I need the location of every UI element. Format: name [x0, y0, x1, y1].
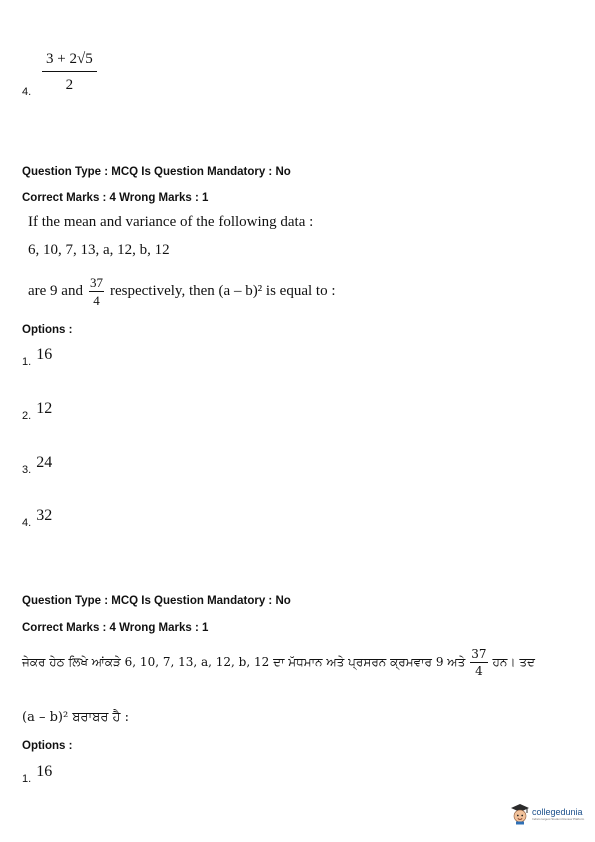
q1-meta-type: Question Type : MCQ Is Question Mandatory : No [22, 166, 291, 178]
prev-option-denominator: 2 [65, 77, 74, 93]
q2-option-1-value: 16 [36, 763, 53, 780]
q1-option-3[interactable] [22, 454, 53, 476]
prev-option-fraction [42, 52, 97, 93]
q2-option-1-number: 1. [22, 773, 32, 785]
q1-stem-line3-post: respectively, then (a – b)² is equal to : [109, 283, 336, 299]
q2-fraction-denominator: 4 [475, 664, 483, 678]
q2-stem-line1-pre: ਜੇਕਰ ਹੇਠ ਲਿਖੇ ਆਂਕੜੇ 6, 10, 7, 13, a, 12, b, 12 ਦਾ ਮੱਧਮਾਨ ਅਤੇ ਪ੍ਰਸਰਨ ਕ੍ਰਮਵਾਰ 9 ਅਤੇ [22, 655, 466, 669]
q1-stem-line1: If the mean and variance of the following data : [28, 214, 314, 230]
q1-fraction [89, 276, 104, 307]
q1-option-4-number: 4. [22, 517, 32, 529]
q1-stem-line2: 6, 10, 7, 13, a, 12, b, 12 [28, 242, 170, 258]
q1-stem-line3 [28, 276, 336, 307]
prev-option-number: 4. [22, 86, 32, 98]
q2-stem-line1-post: ਹਨ। ਤਦ [492, 655, 535, 669]
q2-stem-line1 [22, 648, 535, 677]
logo-text: collegedunia [532, 806, 583, 817]
q1-stem-line3-pre: are 9 and [28, 283, 83, 299]
collegedunia-logo[interactable] [510, 803, 584, 825]
prev-option-numerator: 3 + 2√5 [42, 52, 97, 72]
q2-stem-line2: (a – b)² ਬਰਾਬਰ ਹੈ : [22, 710, 130, 725]
q1-option-3-value: 24 [36, 454, 53, 471]
q1-option-4-value: 32 [36, 507, 53, 524]
q1-meta-marks: Correct Marks : 4 Wrong Marks : 1 [22, 192, 209, 204]
q2-options-label: Options : [22, 740, 73, 752]
logo-tagline: India's largest Student Review Platform [532, 816, 585, 821]
q1-fraction-denominator: 4 [93, 293, 100, 308]
graduate-mascot-icon [510, 803, 530, 825]
q1-fraction-numerator: 37 [89, 275, 103, 290]
q2-meta-marks: Correct Marks : 4 Wrong Marks : 1 [22, 622, 209, 634]
q2-meta-type: Question Type : MCQ Is Question Mandatory : No [22, 595, 291, 607]
q1-option-2[interactable] [22, 400, 53, 422]
q2-fraction-numerator: 37 [471, 647, 487, 661]
q2-fraction [470, 648, 487, 677]
q1-options-label: Options : [22, 324, 73, 336]
q1-option-1-number: 1. [22, 356, 32, 368]
q1-option-2-value: 12 [36, 400, 53, 417]
q1-option-1-value: 16 [36, 346, 53, 363]
q1-option-1[interactable] [22, 346, 53, 368]
q1-option-4[interactable] [22, 507, 53, 529]
q1-option-2-number: 2. [22, 410, 32, 422]
q2-option-1[interactable] [22, 763, 53, 785]
q1-option-3-number: 3. [22, 464, 32, 476]
